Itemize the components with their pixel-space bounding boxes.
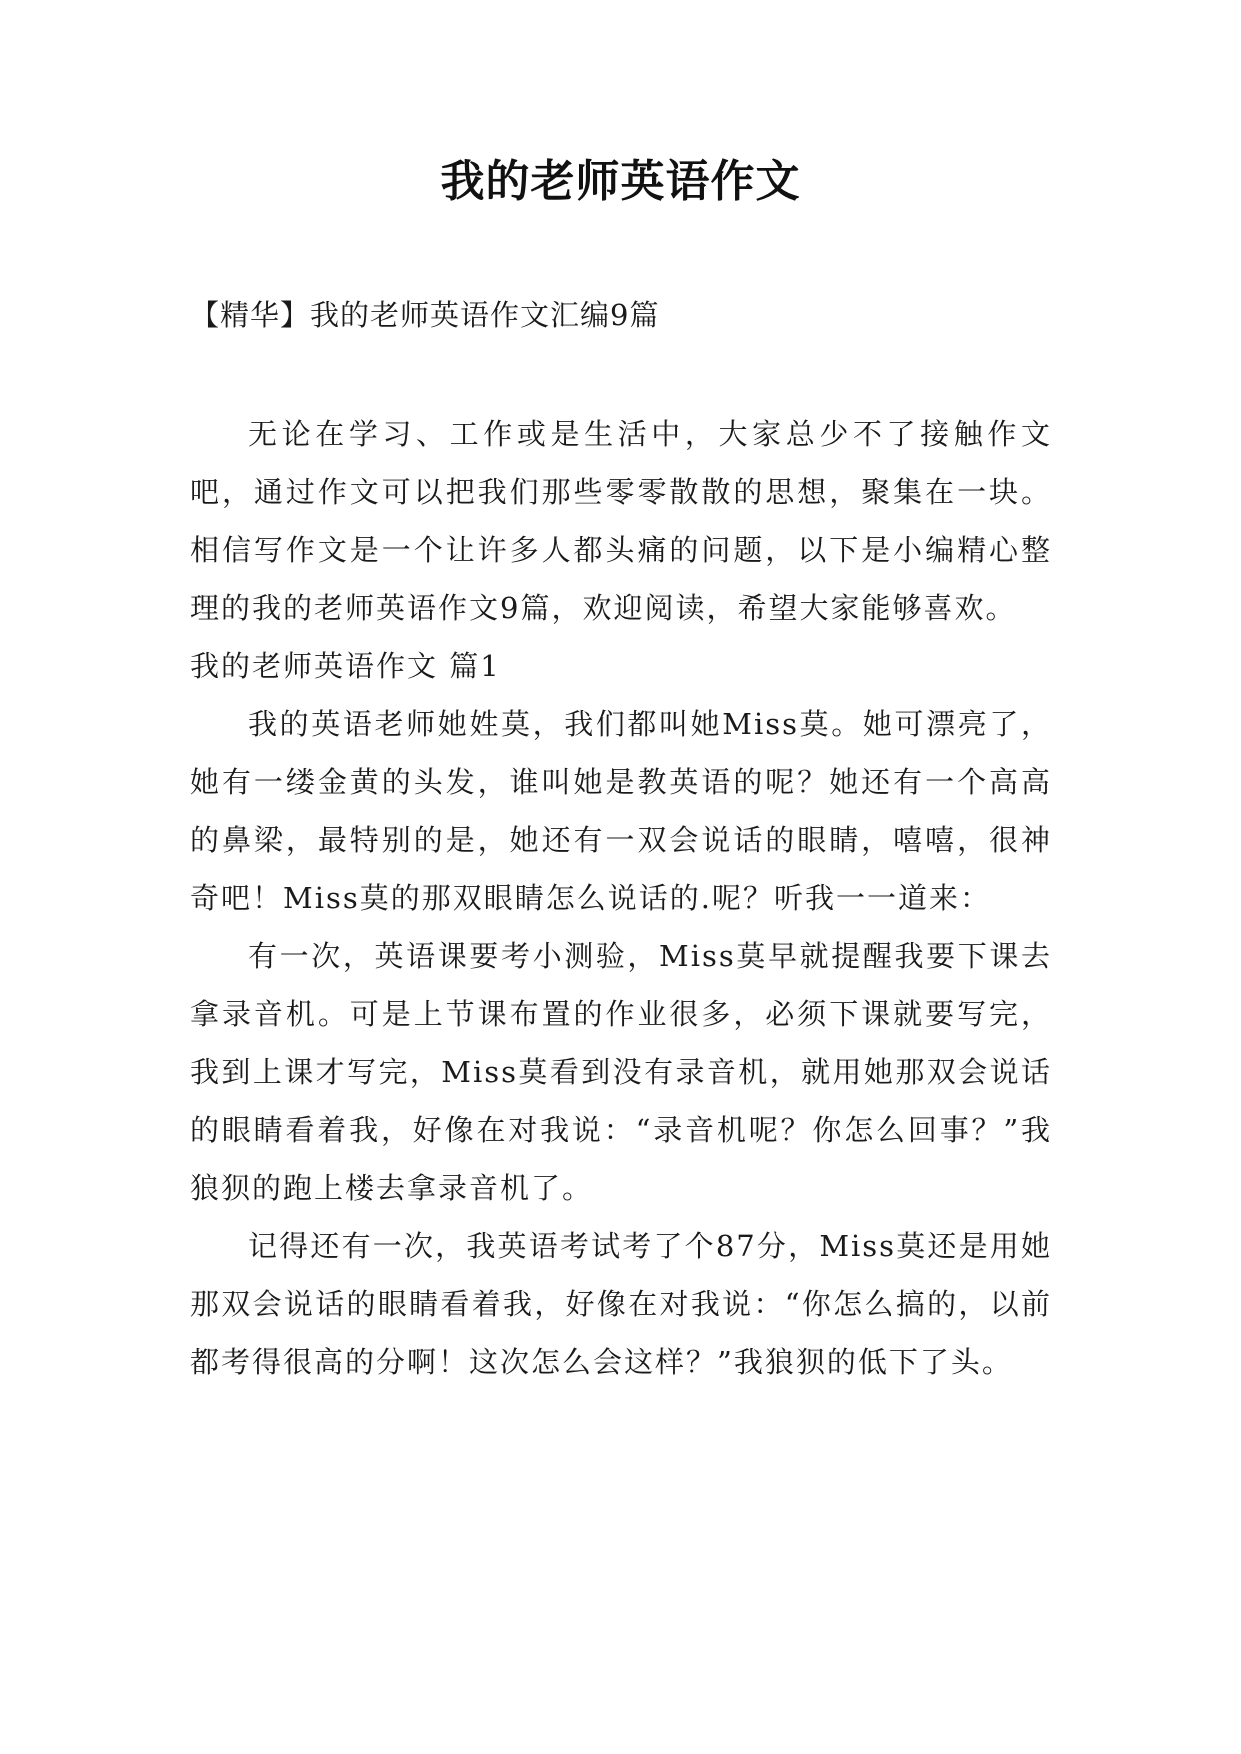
body-paragraph-3: 记得还有一次，我英语考试考了个87分，Miss莫还是用她那双会说话的眼睛看着我，好像在对我说：“你怎么搞的，以前都考得很高的分啊！这次怎么会这样？”我狼狈的低下了头。 bbox=[190, 1229, 1052, 1379]
intro-paragraph: 无论在学习、工作或是生活中，大家总少不了接触作文吧，通过作文可以把我们那些零零散散的思想，聚集在一块。相信写作文是一个让许多人都头痛的问题，以下是小编精心整理的我的老师英语作文9篇，欢迎阅读，希望大家能够喜欢。 bbox=[190, 417, 1052, 625]
body-paragraph-2: 有一次，英语课要考小测验，Miss莫早就提醒我要下课去拿录音机。可是上节课布置的作业很多，必须下课就要写完，我到上课才写完，Miss莫看到没有录音机，就用她那双会说话的眼睛看着我，好像在对我说：“录音机呢？你怎么回事？”我狼狈的跑上楼去拿录音机了。 bbox=[190, 939, 1052, 1205]
section-heading: 我的老师英语作文 篇1 bbox=[190, 649, 501, 683]
document-subtitle: 【精华】我的老师英语作文汇编9篇 bbox=[190, 298, 660, 332]
body-paragraph-1: 我的英语老师她姓莫，我们都叫她Miss莫。她可漂亮了，她有一缕金黄的头发，谁叫她是教英语的呢？她还有一个高高的鼻梁，最特别的是，她还有一双会说话的眼睛，嘻嘻，很神奇吧！Miss莫的那双眼睛怎么说话的.呢？听我一一道来： bbox=[190, 707, 1052, 915]
document-title: 我的老师英语作文 bbox=[440, 156, 801, 207]
document-body bbox=[190, 405, 1052, 1391]
